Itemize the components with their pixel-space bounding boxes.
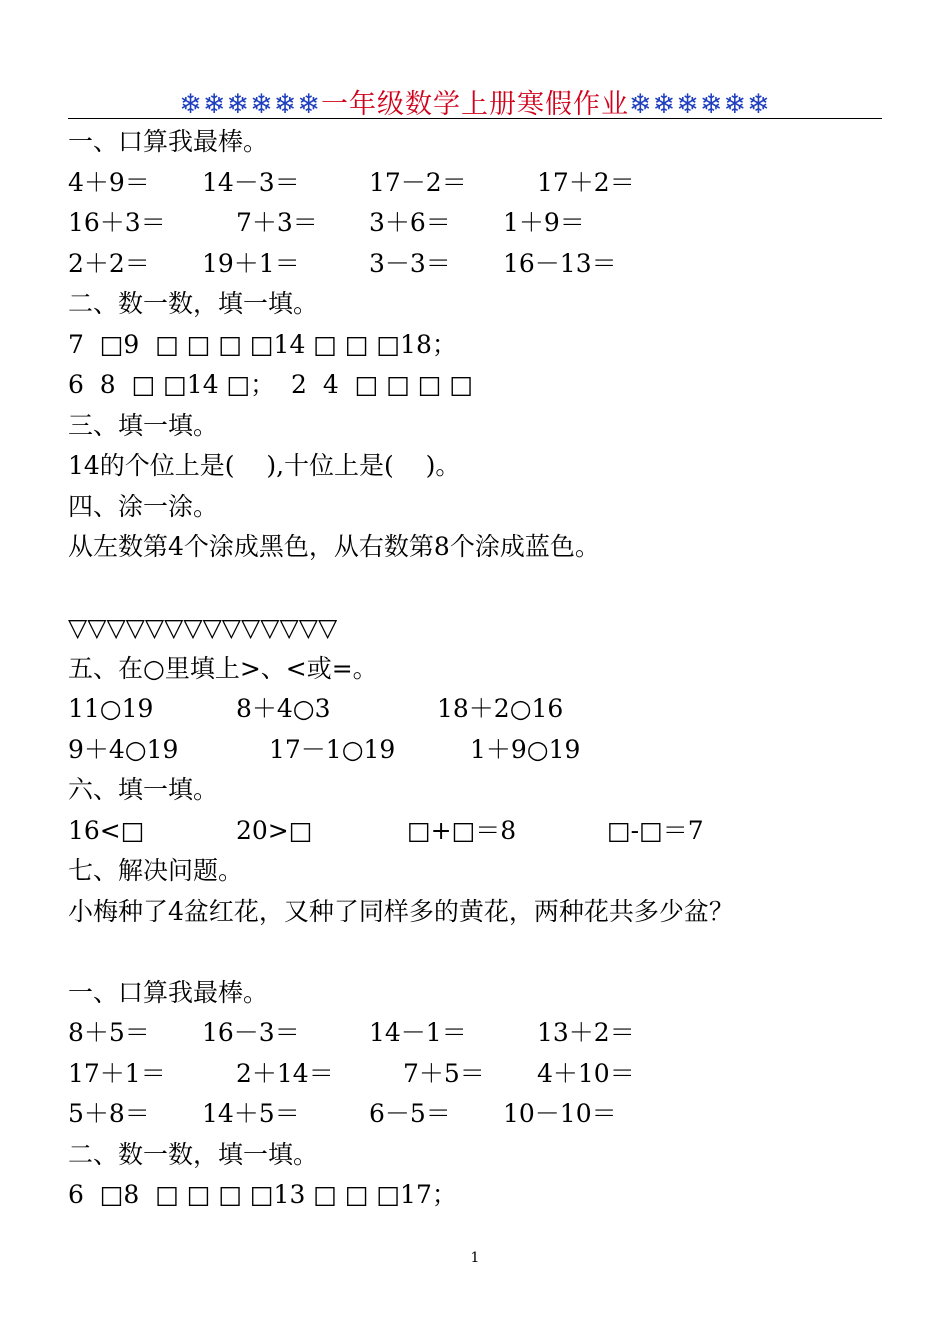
comparison-problem: 9＋4○19 bbox=[68, 734, 179, 764]
fill-in-problem: □-□＝7 bbox=[607, 815, 704, 845]
section-title: 二、数一数，填一填。 bbox=[68, 289, 319, 318]
section-title: 三、填一填。 bbox=[68, 410, 219, 440]
arithmetic-row bbox=[68, 203, 888, 244]
page-number: 1 bbox=[470, 1250, 480, 1266]
arithmetic-row bbox=[68, 163, 888, 204]
arithmetic-problem: 10－10＝ bbox=[503, 1099, 617, 1128]
arithmetic-row bbox=[68, 244, 888, 285]
arithmetic-problem: 1＋9＝ bbox=[503, 208, 585, 237]
fill-in-problem: 20>□ bbox=[236, 815, 313, 845]
section-title: 六、填一填。 bbox=[68, 775, 219, 804]
document-header bbox=[68, 82, 882, 121]
place-value-question: 14的个位上是( ),十位上是( )。 bbox=[68, 451, 461, 480]
section-title: 一、口算我最棒。 bbox=[68, 127, 269, 156]
arithmetic-problem: 4＋10＝ bbox=[537, 1058, 635, 1088]
comparison-problem: 18＋2○16 bbox=[437, 694, 564, 723]
coloring-instruction: 从左数第4个涂成黑色，从右数第8个涂成蓝色。 bbox=[68, 532, 600, 561]
section-title: 七、解决问题。 bbox=[68, 856, 244, 885]
arithmetic-problem: 14－1＝ bbox=[369, 1018, 467, 1047]
comparison-problem: 8＋4○3 bbox=[236, 694, 331, 723]
arithmetic-problem: 2＋2＝ bbox=[68, 248, 150, 278]
arithmetic-problem: 14－3＝ bbox=[202, 167, 300, 197]
comparison-problem: 17－1○19 bbox=[269, 734, 396, 764]
arithmetic-problem: 3＋6＝ bbox=[369, 208, 451, 237]
arithmetic-problem: 8＋5＝ bbox=[68, 1018, 150, 1047]
arithmetic-problem: 17＋2＝ bbox=[537, 167, 635, 197]
arithmetic-problem: 5＋8＝ bbox=[68, 1099, 150, 1128]
comparison-row bbox=[68, 689, 888, 730]
comparison-problem: 1＋9○19 bbox=[470, 734, 581, 764]
fill-in-row bbox=[68, 811, 888, 852]
snowflake-icons-left: ❄❄❄❄❄❄ bbox=[179, 89, 321, 120]
arithmetic-problem: 3－3＝ bbox=[369, 248, 451, 278]
arithmetic-problem: 17＋1＝ bbox=[68, 1058, 166, 1088]
arithmetic-row bbox=[68, 1013, 888, 1054]
arithmetic-problem: 16＋3＝ bbox=[68, 208, 166, 237]
document-title: 一年级数学上册寒假作业 bbox=[321, 89, 629, 120]
arithmetic-row bbox=[68, 1094, 888, 1135]
comparison-row bbox=[68, 730, 888, 771]
counting-sequence: 6 8 □ □14 □； 2 4 □ □ □ □ bbox=[68, 370, 473, 399]
arithmetic-row bbox=[68, 1054, 888, 1095]
counting-sequence: 7 □9 □ □ □ □14 □ □ □18； bbox=[68, 329, 457, 359]
arithmetic-problem: 13＋2＝ bbox=[537, 1018, 635, 1047]
section-title: 二、数一数，填一填。 bbox=[68, 1139, 319, 1169]
fill-in-problem: 16<□ bbox=[68, 815, 145, 845]
arithmetic-problem: 17－2＝ bbox=[369, 167, 467, 197]
arithmetic-problem: 7＋3＝ bbox=[236, 208, 318, 237]
section-title: 五、在○里填上>、<或=。 bbox=[68, 653, 378, 683]
worksheet-body bbox=[68, 122, 888, 1216]
header-rule bbox=[68, 118, 882, 119]
arithmetic-problem: 2＋14＝ bbox=[236, 1058, 334, 1088]
word-problem: 小梅种了4盆红花，又种了同样多的黄花，两种花共多少盆？ bbox=[68, 896, 734, 926]
arithmetic-problem: 16－13＝ bbox=[503, 248, 617, 278]
section-title: 一、口算我最棒。 bbox=[68, 977, 269, 1007]
arithmetic-problem: 14＋5＝ bbox=[202, 1099, 300, 1128]
arithmetic-problem: 19＋1＝ bbox=[202, 248, 300, 278]
snowflake-icons-right: ❄❄❄❄❄❄ bbox=[629, 89, 771, 120]
arithmetic-problem: 6－5＝ bbox=[369, 1099, 451, 1128]
counting-sequence: 6 □8 □ □ □ □13 □ □ □17； bbox=[68, 1180, 457, 1209]
arithmetic-problem: 7＋5＝ bbox=[403, 1058, 485, 1088]
fill-in-problem: □+□＝8 bbox=[407, 815, 517, 845]
triangle-row: ▽▽▽▽▽▽▽▽▽▽▽▽▽▽ bbox=[68, 613, 338, 642]
arithmetic-problem: 4＋9＝ bbox=[68, 167, 150, 197]
arithmetic-problem: 16－3＝ bbox=[202, 1018, 300, 1047]
comparison-problem: 11○19 bbox=[68, 694, 154, 723]
section-title: 四、涂一涂。 bbox=[68, 491, 219, 521]
